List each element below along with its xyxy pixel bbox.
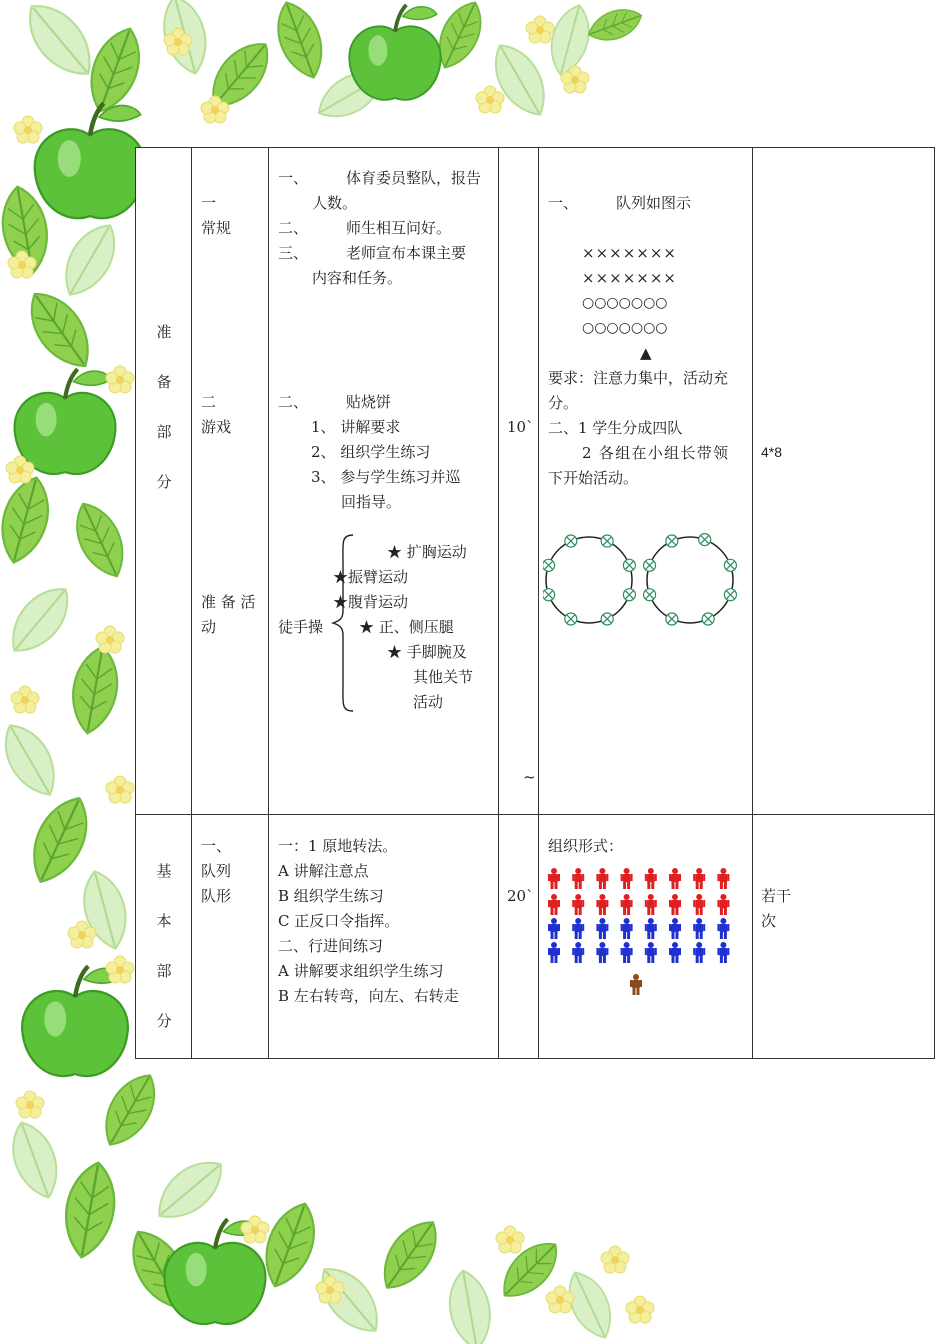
basic-row xyxy=(136,815,935,1059)
basic-org-title: 组织形式： xyxy=(548,837,624,855)
org-split-3: 下开始活动。 xyxy=(548,469,639,487)
game-label: 游戏 xyxy=(201,418,232,436)
teacher-figure xyxy=(630,974,642,995)
warmup-item: ★ 正、侧压腿 xyxy=(359,618,454,636)
prep-reps: 4*8 xyxy=(761,444,783,460)
basic-reps-1: 若干 xyxy=(761,887,792,905)
student-marker xyxy=(565,535,577,547)
student-figure xyxy=(596,918,608,939)
game-step-1: 1、 讲解要求 xyxy=(311,418,401,436)
basic-line: 二、行进间练习 xyxy=(278,937,384,955)
prep-row xyxy=(136,148,935,815)
student-marker xyxy=(666,535,678,547)
org-split-2: 2 各组在小组长带领 xyxy=(582,444,730,462)
warmup-brace xyxy=(329,533,359,713)
warmup-item: 其他关节 xyxy=(413,668,474,686)
student-figure xyxy=(645,868,657,889)
student-figure xyxy=(548,894,560,915)
routine-label: 常规 xyxy=(201,219,232,237)
basic-label-1: 队列 xyxy=(201,862,232,880)
student-figure xyxy=(669,918,681,939)
student-marker xyxy=(543,559,555,571)
student-figure xyxy=(645,918,657,939)
game-circles-diagram xyxy=(543,530,743,630)
student-figure xyxy=(572,868,584,889)
student-figure xyxy=(669,894,681,915)
student-marker xyxy=(724,589,736,601)
game-step-2: 2、 组织学生练习 xyxy=(311,443,431,461)
basic-label-2: 队形 xyxy=(201,887,232,905)
warmup-name: 徒手操 xyxy=(278,618,324,636)
student-figure xyxy=(572,894,584,915)
basic-line: C 正反口令指挥。 xyxy=(278,912,400,930)
student-figure xyxy=(693,894,705,915)
basic-process-cell xyxy=(269,815,499,1059)
prep-section-cell xyxy=(136,148,192,815)
student-figure xyxy=(548,942,560,963)
prep-process-cell xyxy=(269,148,499,815)
basic-label-num: 一、 xyxy=(201,837,232,855)
warmup-item: ★ 手脚腕及 xyxy=(387,643,467,661)
basic-content-label-cell xyxy=(192,815,269,1059)
student-marker xyxy=(543,589,555,601)
formation-row: ○○○○○○○ xyxy=(582,295,668,311)
formation-row: ××××××× xyxy=(582,269,677,287)
student-figure xyxy=(548,918,560,939)
student-marker xyxy=(699,534,711,546)
student-marker xyxy=(666,613,678,625)
game-step-3: 3、 参与学生练习并巡 xyxy=(311,468,461,486)
warmup-item: ★ 扩胸运动 xyxy=(387,543,467,561)
student-marker xyxy=(644,589,656,601)
student-figure xyxy=(645,894,657,915)
warmup-item: ★腹背运动 xyxy=(333,593,409,611)
student-marker xyxy=(702,613,714,625)
student-figure xyxy=(693,942,705,963)
student-figure xyxy=(596,868,608,889)
basic-line: 一：1 原地转法。 xyxy=(278,837,398,855)
game-title: 二、 贴烧饼 xyxy=(278,393,392,411)
formation-row: ××××××× xyxy=(582,244,677,262)
org-split-1: 二、1 学生分成四队 xyxy=(548,419,683,437)
routine-step-1: 一、 体育委员整队，报告 xyxy=(278,169,482,187)
student-figure xyxy=(717,894,729,915)
student-figure xyxy=(669,868,681,889)
prep-section-title: 准 备 部 分 xyxy=(156,323,172,491)
student-figure xyxy=(548,868,560,889)
basic-line: B 左右转弯，向左、右转走 xyxy=(278,987,459,1005)
lesson-plan-table xyxy=(135,147,935,1059)
prep-content-label-cell xyxy=(192,148,269,815)
warmup-label-1: 准 备 活 xyxy=(201,593,256,611)
game-step-3-cont: 回指导。 xyxy=(341,493,402,511)
student-figure xyxy=(717,868,729,889)
basic-org-cell xyxy=(539,815,753,1059)
routine-step-3-cont: 内容和任务。 xyxy=(312,269,403,287)
student-figure xyxy=(693,868,705,889)
teacher-marker: ▲ xyxy=(640,344,652,362)
student-figure xyxy=(693,918,705,939)
basic-time-cell xyxy=(499,815,539,1059)
basic-line: B 组织学生练习 xyxy=(278,887,384,905)
student-marker xyxy=(565,613,577,625)
basic-reps-cell xyxy=(753,815,935,1059)
student-figure xyxy=(717,918,729,939)
routine-step-3: 三、 老师宣布本课主要 xyxy=(278,244,467,262)
routine-label-num: 一 xyxy=(201,194,217,212)
warmup-item: ★振臂运动 xyxy=(333,568,409,586)
student-marker xyxy=(601,535,613,547)
student-figure xyxy=(645,942,657,963)
formation-figures xyxy=(547,865,737,1005)
student-marker xyxy=(644,559,656,571)
prep-time-cell xyxy=(499,148,539,815)
prep-reps-cell xyxy=(753,148,935,815)
student-figure xyxy=(717,942,729,963)
org-requirement-cont: 分。 xyxy=(548,394,579,412)
formation-row: ○○○○○○○ xyxy=(582,320,668,336)
student-figure xyxy=(621,894,633,915)
student-marker xyxy=(724,559,736,571)
student-figure xyxy=(669,942,681,963)
basic-time: 20` xyxy=(507,887,534,905)
game-circle xyxy=(546,537,632,623)
student-figure xyxy=(596,942,608,963)
basic-reps-2: 次 xyxy=(761,912,777,930)
game-circle xyxy=(647,537,733,623)
basic-line: A 讲解要求组织学生练习 xyxy=(278,962,444,980)
student-figure xyxy=(621,942,633,963)
org-requirement: 要求：注意力集中，活动充 xyxy=(548,369,729,387)
student-figure xyxy=(621,868,633,889)
prep-org-cell xyxy=(539,148,753,815)
prep-time: 10` xyxy=(507,418,534,436)
basic-section-cell xyxy=(136,815,192,1059)
student-figure xyxy=(596,894,608,915)
student-figure xyxy=(572,942,584,963)
routine-step-2: 二、 师生相互问好。 xyxy=(278,219,452,237)
student-marker xyxy=(623,559,635,571)
game-label-num: 二 xyxy=(201,393,217,411)
student-marker xyxy=(601,613,613,625)
warmup-label-2: 动 xyxy=(201,618,217,636)
prep-time-mark: ~ xyxy=(523,768,536,786)
student-marker xyxy=(623,589,635,601)
routine-step-1-cont: 人数。 xyxy=(312,194,358,212)
student-figure xyxy=(572,918,584,939)
warmup-item: 活动 xyxy=(413,693,444,711)
basic-line: A 讲解注意点 xyxy=(278,862,369,880)
student-figure xyxy=(621,918,633,939)
basic-section-title: 基 本 部 分 xyxy=(156,862,172,1030)
org-line-1: 一、 队列如图示 xyxy=(548,194,692,212)
